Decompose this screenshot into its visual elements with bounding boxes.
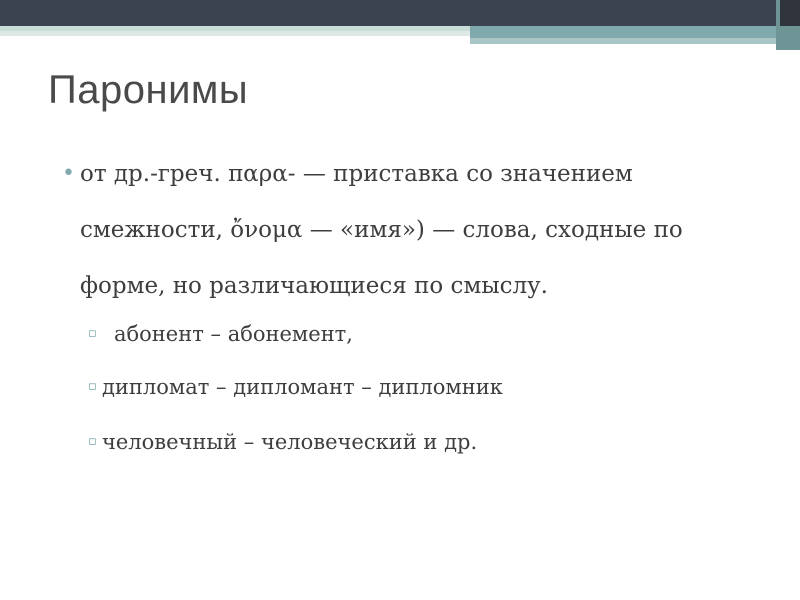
square-bullet-icon: ▫ [88,434,97,449]
square-bullet-icon: ▫ [88,379,97,394]
sub-bullet-text: человечный – человеческий и др. [102,430,478,454]
sub-bullet-text: дипломат – дипломант – дипломник [102,375,503,399]
bullet-dot-icon: • [62,161,75,186]
main-bullet [62,146,762,314]
header-teal-band [470,26,800,38]
sub-bullet-3 [88,430,477,454]
sub-bullet-2 [88,375,503,399]
sub-bullet-text: абонент – абонемент, [114,322,353,346]
sub-bullet-1 [88,322,353,346]
header-corner-notch [780,0,800,26]
slide-title: Паронимы [48,68,249,112]
main-bullet-text: от др.-греч. παρα- — приставка со значением смежности, ὄνομα — «имя») — слова, сходные по форме, но различающиеся по смыслу. [80,161,683,299]
header-dark-band [0,0,800,26]
header-teal-band-2 [470,38,800,44]
square-bullet-icon: ▫ [88,326,97,341]
